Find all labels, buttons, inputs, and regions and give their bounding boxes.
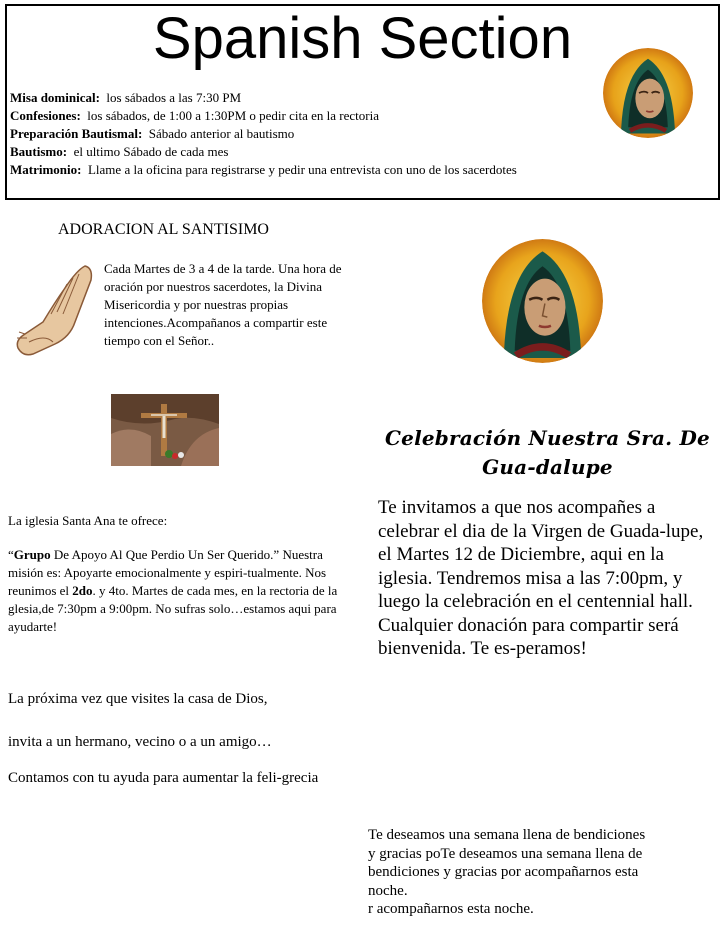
info-text: Sábado anterior al bautismo [148, 126, 295, 141]
info-row-misa [10, 89, 241, 107]
closing-line: y gracias poTe deseamos una semana llena de [368, 845, 643, 862]
adoracion-text: Cada Martes de 3 a 4 de la tarde. Una hora de oración por nuestros sacerdotes, la Divina Misericordia y por nuestras propias intenciones.Acompañanos a compartir este tiempo con el Señor.. [104, 261, 342, 348]
praying-hands-icon [15, 262, 100, 362]
guadalupe-large-icon [482, 239, 603, 363]
closing-line: Te deseamos una semana llena de bendiciones [368, 827, 646, 843]
grupo-second: 2do [72, 583, 93, 598]
info-row-confesiones [10, 107, 379, 125]
invita-text: invita a un hermano, vecino o a un amigo… [8, 734, 272, 750]
closing-line: bendiciones y gracias por acompañarnos esta [368, 864, 639, 880]
celebracion-title: Celebración Nuestra Sra. De Gua-dalupe [385, 426, 710, 479]
info-row-bautismo [10, 143, 228, 161]
grupo-paragraph [8, 546, 358, 636]
info-label: Misa dominical: [10, 90, 100, 105]
grupo-mission-a: Nuestra misión es: Apoyarte emocionalmente y espiri-tualmente. Nos reunimos el [8, 547, 327, 598]
adoracion-title: ADORACION AL SANTISIMO [58, 221, 269, 238]
grupo-name: De Apoyo Al Que Perdio Un Ser Querido.” [50, 547, 280, 562]
closing-line: noche. [368, 882, 408, 899]
info-text: el ultimo Sábado de cada mes [73, 144, 229, 159]
info-label: Preparación Bautismal: [10, 126, 143, 141]
info-label: Matrimonio: [10, 162, 82, 177]
info-label: Bautismo: [10, 144, 68, 159]
info-text: Llame a la oficina para registrarse y pedir una entrevista con uno de los sacerdotes [87, 162, 517, 177]
grupo-bold: Grupo [13, 547, 51, 562]
info-label: Confesiones: [10, 108, 81, 123]
crucifix-photo [111, 394, 219, 466]
info-text: los sábados, de 1:00 a 1:30PM o pedir cita en la rectoria [87, 108, 379, 123]
celebracion-text: Te invitamos a que nos acompañes a celebrar el dia de la Virgen de Guada-lupe, el Martes 12 de Diciembre, aqui en la iglesia. Tendremos misa a las 7:00pm, y luego la celebración en el centennial hall. Cualquier donación para compartir será bienvenida. Te es-peramos! [378, 497, 704, 659]
grupo-mission-b: . y 4to. Martes de cada mes, en la rectoria de la glesia,de 7:30pm a 9:00pm. No sufras solo…estamos aqui para ayudarte! [8, 583, 338, 634]
proxima-text: La próxima vez que visites la casa de Dios, [8, 691, 268, 707]
info-row-matrimonio [10, 161, 517, 179]
info-text: los sábados a las 7:30 PM [106, 90, 242, 105]
closing-line: r acompañarnos esta noche. [368, 901, 534, 917]
quote-mark: “ [8, 547, 14, 562]
contamos-text: Contamos con tu ayuda para aumentar la feli-grecia [8, 770, 319, 786]
page-title: Spanish Section [152, 6, 573, 71]
guadalupe-medallion-icon [603, 48, 693, 138]
info-row-bautismal [10, 125, 294, 143]
ofrece-text: La iglesia Santa Ana te ofrece: [8, 513, 168, 528]
closing-text [368, 826, 718, 919]
